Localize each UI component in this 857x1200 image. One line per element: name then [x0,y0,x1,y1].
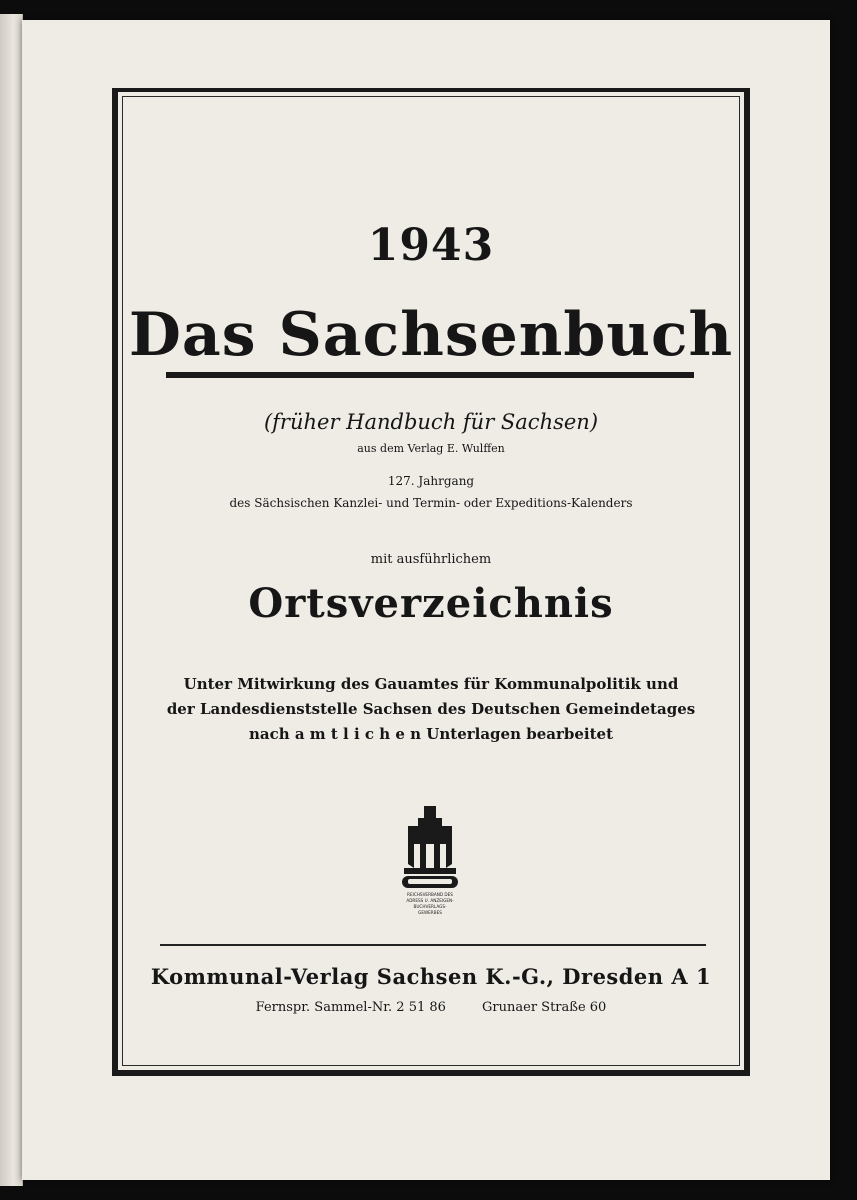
title-page-content [118,92,744,1070]
title-page [22,20,830,1180]
publisher-line: Kommunal-Verlag Sachsen K.-G., Dresden A 1 [150,964,712,989]
edition: 127. Jahrgang [387,474,475,488]
logo-line: GEWERBES [418,910,442,915]
book-spine [0,14,23,1186]
subtitle: (früher Handbuch für Sachsen) [263,410,599,434]
contact-line [118,1000,744,1015]
book-title: Das Sachsenbuch [128,300,734,370]
cooperation-line: nach a m t l i c h e n Unterlagen bearbeitet [248,725,613,743]
origin-note: aus dem Verlag E. Wulffen [357,442,505,455]
cooperation-text [118,672,744,747]
year: 1943 [367,220,495,271]
main-heading: Ortsverzeichnis [248,580,614,627]
logo-line: REICHSVERBAND DES [407,892,453,897]
footer-rule [160,944,706,946]
title-underline [166,372,694,378]
calendar-line: des Sächsischen Kanzlei- und Termin- oder Expeditions-Kalenders [229,496,633,510]
page-frame [112,88,750,1076]
street-address: Grunaer Straße 60 [482,1000,607,1015]
logo-line: ADRESS U. ANZEIGEN- [406,898,454,903]
phone-number: Fernspr. Sammel-Nr. 2 51 86 [255,1000,446,1015]
cooperation-line: der Landesdienststelle Sachsen des Deutschen Gemeindetages [166,700,696,718]
cooperation-line: Unter Mitwirkung des Gauamtes für Kommunalpolitik und [183,675,679,693]
logo-line: BUCHVERLAGS- [413,904,447,909]
intro-text: mit ausführlichem [370,552,492,567]
eagle-emblem-icon [400,804,460,922]
